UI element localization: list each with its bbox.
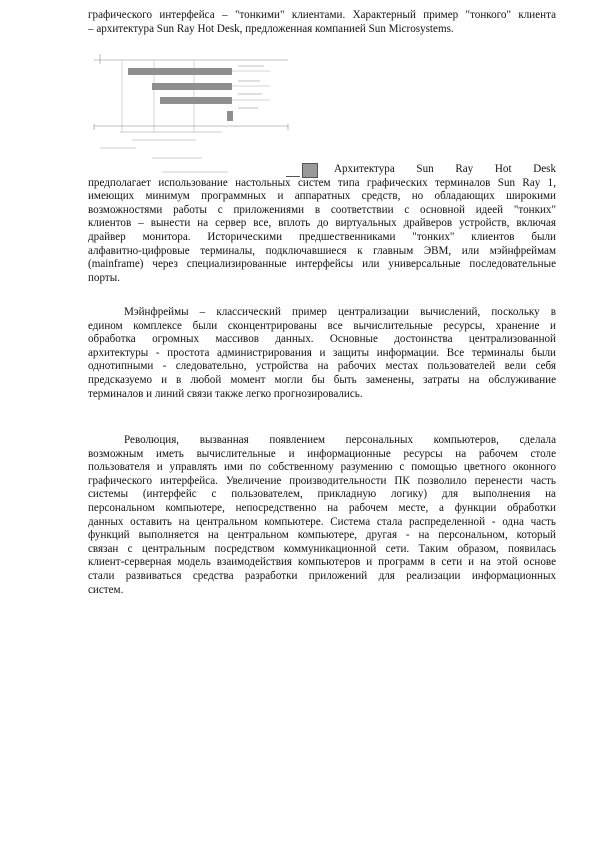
text-line: терминалов и линий связи также легко прогнозировались. (88, 387, 363, 400)
text-line: едином комплексе были сконцентрированы все вычислительные ресурсы, хранение и (88, 319, 556, 332)
text-line: порты. (88, 271, 120, 284)
text-line: возможным иметь вычислительные и информационные ресурсы на рабочем столе (88, 447, 556, 460)
text-line: однотипными - следовательно, устройства на рабочих местах пользователей вели себя (88, 360, 556, 373)
text-line: связан с центральным посредством коммуникационной сети. Таким образом, появилась (88, 542, 556, 555)
text-line: клиентов – вынести на сервер все, вплоть до виртуальных драйверов устройств, включая (88, 217, 556, 230)
text-line: функций выполняется на центральном компьютере, другая - на персональном, который (88, 529, 556, 542)
text-line: Архитектура Sun Ray Hot Desk (334, 163, 556, 175)
text-line: обработка огромных массивов данных. Основные достоинства централизованной (88, 333, 556, 346)
paragraph-mainframes (88, 306, 556, 401)
text-line: (mainframe) через специализированные интерфейсы или универсальные последовательные (88, 258, 556, 271)
architecture-figure (92, 52, 292, 178)
text-line: клиент-серверная модель взаимодействия компьютеров и программ в сети и на этой основе (88, 556, 556, 569)
intro-paragraph (88, 9, 556, 36)
text-line: стали развиваться средства разработки приложений для реализации информационных (88, 569, 556, 582)
text-line: имеющих минимум программных и аппаратных средств, но обладающих широкими (88, 190, 556, 203)
text-line: систем. (88, 583, 124, 596)
text-line: архитектуры - простота администрирования и защиты информации. Все терминалы были (88, 346, 556, 359)
text-line: графического интерфейса – "тонкими" клиентами. Характерный пример "тонкого" клиента (88, 9, 556, 21)
text-line: предполагает использование настольных систем типа графических терминалов Sun Ray 1, (88, 176, 556, 189)
text-line: – архитектура Sun Ray Hot Desk, предложенная компанией Sun Microsystems. (88, 22, 454, 35)
text-line: пользователя и управлять ими по собственному разумению с помощью цветного оконного (88, 461, 556, 474)
paragraph-pc-revolution (88, 434, 556, 597)
text-line: алфавитно-цифровые терминалы, подключавшиеся к главным ЭВМ, или мэйнфреймам (88, 244, 556, 257)
text-line: драйвер монитора. Историческими предшественниками "тонких" клиентов были (88, 230, 556, 243)
text-line: графического интерфейса. Увеличение производительности ПК позволило перенести часть (88, 474, 556, 487)
text-line: Революция, вызванная появлением персональных компьютеров, сделала (124, 434, 556, 446)
text-line: данных оставить на центральном компьютере. Система стала распределенной - одна часть (88, 515, 556, 528)
text-line: Мэйнфреймы – классический пример централизации вычислений, поскольку в (124, 306, 556, 318)
paragraph-sun-ray (88, 163, 556, 285)
text-line: предсказуемо и в любой момент могли бы быть заменены, затраты на обслуживание (88, 373, 556, 386)
text-line: системы (интерфейс с пользователем, прикладную логику) для выполнения на (88, 488, 556, 501)
text-line: возможностями работы с приложениями в соответствии с основной идеей "тонких" (88, 203, 556, 216)
text-line: персональном компьютере, непосредственно на рабочем месте, а функции обработки (88, 501, 556, 514)
architecture-chart-image (92, 52, 292, 178)
